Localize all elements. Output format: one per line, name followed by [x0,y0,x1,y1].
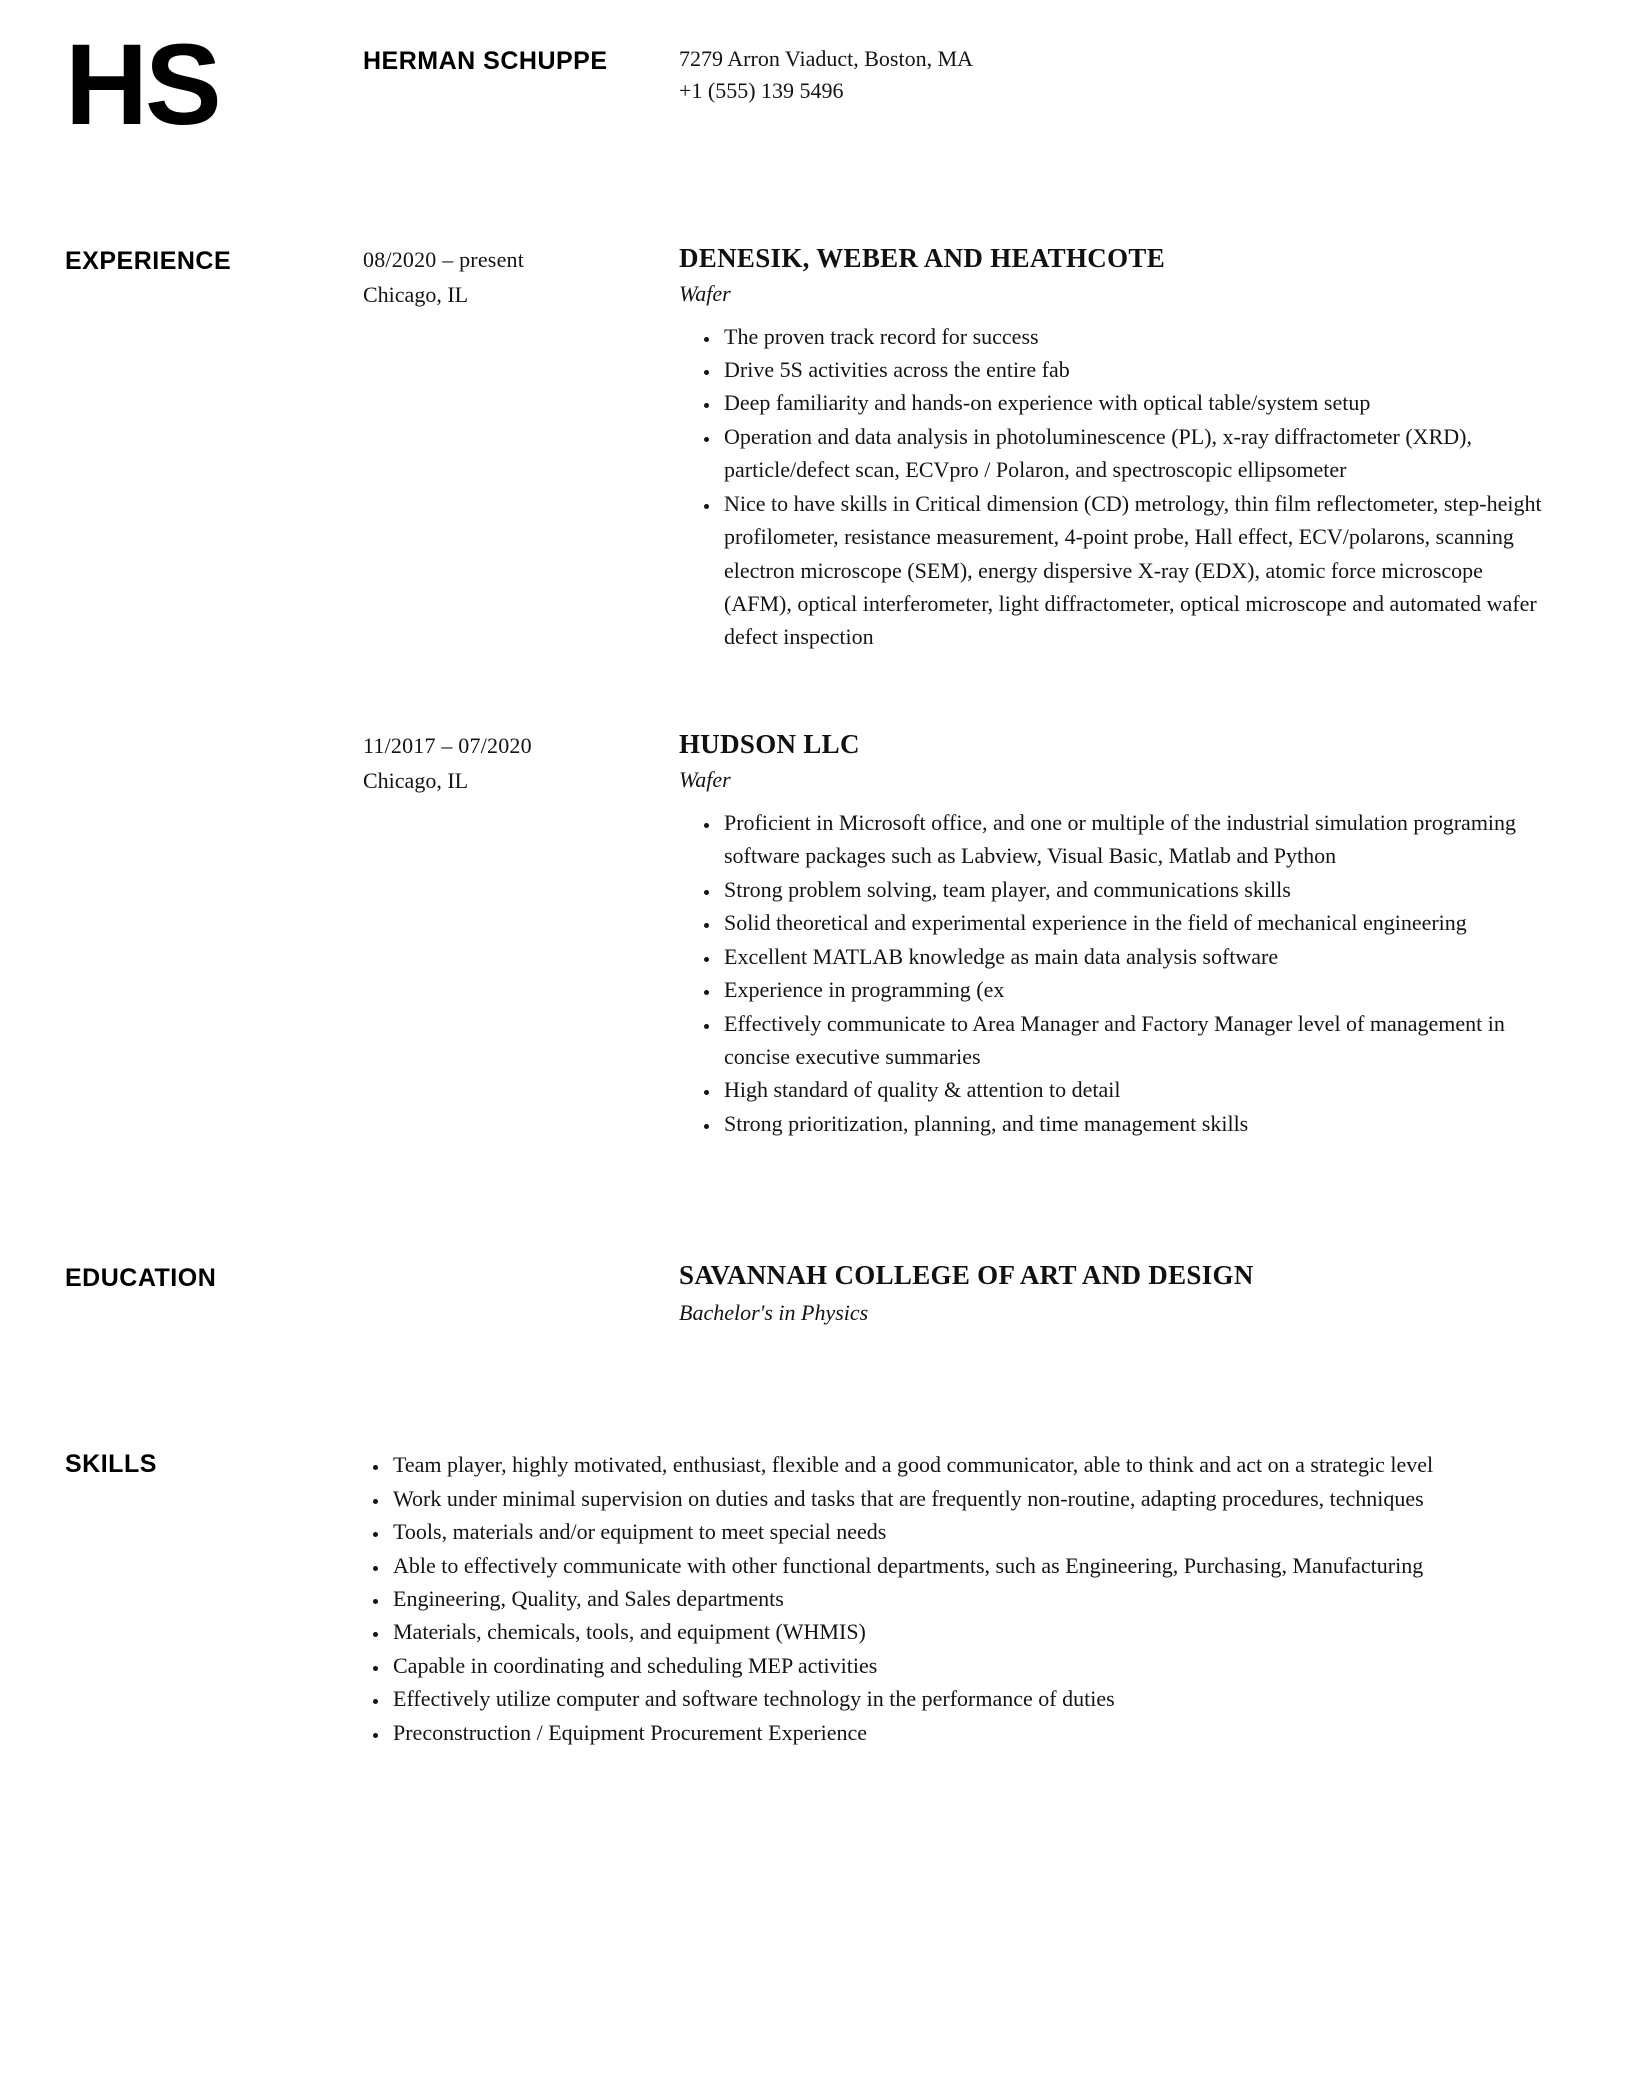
job-title: Wafer [679,766,731,792]
bullet-item: • Nice to have skills in Critical dimension (CD) metrology, thin film reflectometer, step-height profilometer, resistance measurement, 4-point probe, Hall effect, ECV/polarons, scanning electron microscope (SEM), energy dispersive X-ray (EDX), atomic force microscope (AFM), optical interferometer, light diffractometer, optical microscope and automated wafer defect inspection [721,487,1556,654]
education-entry [679,1260,1556,1326]
experience-entry [65,243,1556,654]
location: Chicago, IL [363,767,469,793]
skills-bullet-list [363,1448,1556,1749]
initials-monogram: HS [65,21,219,149]
bullet-item: • Work under minimal supervision on duties and tasks that are frequently non-routine, adapting procedures, techniques [390,1482,1556,1515]
experience-section-label: EXPERIENCE [65,246,232,275]
bullet-item: • Team player, highly motivated, enthusiast, flexible and a good communicator, able to think and act on a strategic level [390,1448,1556,1481]
education-section-label: EDUCATION [65,1264,217,1293]
bullet-item: • Preconstruction / Equipment Procurement Experience [390,1716,1556,1749]
date-range: 11/2017 – 07/2020 [363,732,532,758]
bullet-item: • Able to effectively communicate with other functional departments, such as Engineering, Purchasing, Manufacturing [390,1549,1556,1582]
bullet-item: • Engineering, Quality, and Sales departments [390,1582,1556,1615]
contact-info [679,42,1556,107]
experience-entry [65,729,1556,1140]
bullet-item: • Proficient in Microsoft office, and one or multiple of the industrial simulation programing software packages such as Labview, Visual Basic, Matlab and Python [721,806,1556,873]
bullet-item: • Solid theoretical and experimental experience in the field of mechanical engineering [721,906,1556,939]
degree-name: Bachelor's in Physics [679,1300,869,1326]
bullet-item: • Strong prioritization, planning, and time management skills [721,1107,1556,1140]
contact-phone: +1 (555) 139 5496 [679,77,844,103]
bullet-item: • Materials, chemicals, tools, and equipment (WHMIS) [390,1615,1556,1648]
bullet-item: • The proven track record for success [721,320,1556,353]
experience-entry-body [679,729,1556,1140]
location: Chicago, IL [363,281,469,307]
skills-section-label: SKILLS [65,1450,157,1479]
experience-bullet-list [679,320,1556,654]
company-name: DENESIK, WEBER AND HEATHCOTE [679,242,1166,273]
experience-bullet-list [679,806,1556,1140]
bullet-item: • Experience in programming (ex [721,973,1556,1006]
bullet-item: • High standard of quality & attention to detail [721,1073,1556,1106]
section-education [65,1260,1556,1326]
experience-entry-body [679,243,1556,654]
school-name: SAVANNAH COLLEGE OF ART AND DESIGN [679,1260,1254,1291]
bullet-item: • Operation and data analysis in photoluminescence (PL), x-ray diffractometer (XRD), particle/defect scan, ECVpro / Polaron, and spectroscopic ellipsometer [721,420,1556,487]
bullet-item: • Effectively utilize computer and software technology in the performance of duties [390,1682,1556,1715]
bullet-item: • Deep familiarity and hands-on experience with optical table/system setup [721,386,1556,419]
bullet-item: • Strong problem solving, team player, and communications skills [721,873,1556,906]
section-skills [65,1446,1556,1749]
person-name: HERMAN SCHUPPE [363,47,608,75]
job-title: Wafer [679,280,731,306]
date-range: 08/2020 – present [363,246,525,272]
bullet-item: • Excellent MATLAB knowledge as main data analysis software [721,940,1556,973]
contact-address: 7279 Arron Viaduct, Boston, MA [679,46,974,71]
bullet-item: • Tools, materials and/or equipment to meet special needs [390,1515,1556,1548]
company-name: HUDSON LLC [679,728,860,759]
section-experience [65,243,1556,1141]
bullet-item: • Capable in coordinating and scheduling MEP activities [390,1649,1556,1682]
bullet-item: • Effectively communicate to Area Manager and Factory Manager level of management in concise executive summaries [721,1007,1556,1074]
experience-entry-dates [363,243,679,308]
experience-entry-dates [363,729,679,794]
bullet-item: • Drive 5S activities across the entire fab [721,353,1556,386]
resume-header [65,21,1556,149]
